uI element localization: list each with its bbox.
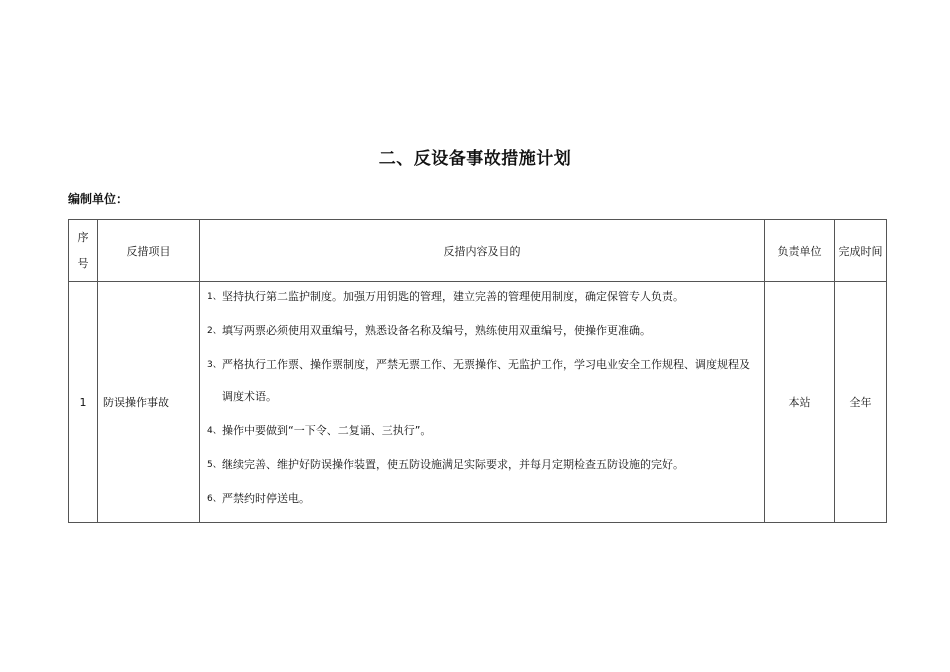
content-line-6 <box>204 490 760 508</box>
content-num-3: 3、 <box>207 360 222 370</box>
row-content <box>200 282 765 523</box>
unit-label: 编制单位： <box>68 192 129 206</box>
content-text-6: 严禁约时停送电。 <box>222 492 310 505</box>
row-seq: 1 <box>69 282 98 523</box>
content-cont-3: 调度术语。 <box>222 390 277 403</box>
table-header-row <box>69 220 887 282</box>
header-seq-top: 序 <box>77 230 89 244</box>
content-num-2: 2、 <box>207 326 222 336</box>
measures-table <box>68 219 887 523</box>
content-num-5: 5、 <box>207 460 222 470</box>
header-time: 完成时间 <box>835 220 887 282</box>
content-line-2 <box>204 322 760 340</box>
header-responsible: 负责单位 <box>765 220 835 282</box>
page-title: 二、反设备事故措施计划 <box>378 149 572 169</box>
content-text-4: 操作中要做到“一下令、二复诵、三执行”。 <box>222 424 432 437</box>
content-line-5 <box>204 456 760 474</box>
content-text-1: 坚持执行第二监护制度。加强万用钥匙的管理，建立完善的管理使用制度，确定保管专人负责。 <box>222 290 684 303</box>
header-seq <box>69 220 98 282</box>
header-seq-bottom: 号 <box>77 256 89 270</box>
row-time: 全年 <box>835 282 887 523</box>
header-item: 反措项目 <box>98 220 200 282</box>
content-text-3: 严格执行工作票、操作票制度，严禁无票工作、无票操作、无监护工作，学习电业安全工作规程、调度规程及 <box>222 358 750 371</box>
content-line-3 <box>204 356 760 374</box>
header-content: 反措内容及目的 <box>200 220 765 282</box>
content-text-2: 填写两票必须使用双重编号，熟悉设备名称及编号，熟练使用双重编号，使操作更准确。 <box>222 324 651 337</box>
row-responsible: 本站 <box>765 282 835 523</box>
table-row <box>69 282 887 523</box>
content-num-6: 6、 <box>207 494 222 504</box>
content-text-5: 继续完善、维护好防误操作装置，使五防设施满足实际要求，并每月定期检查五防设施的完好。 <box>222 458 684 471</box>
content-num-4: 4、 <box>207 426 222 436</box>
row-item: 防误操作事故 <box>98 282 200 523</box>
content-line-4 <box>204 422 760 440</box>
content-num-1: 1、 <box>207 292 222 302</box>
content-line-1 <box>204 288 760 306</box>
